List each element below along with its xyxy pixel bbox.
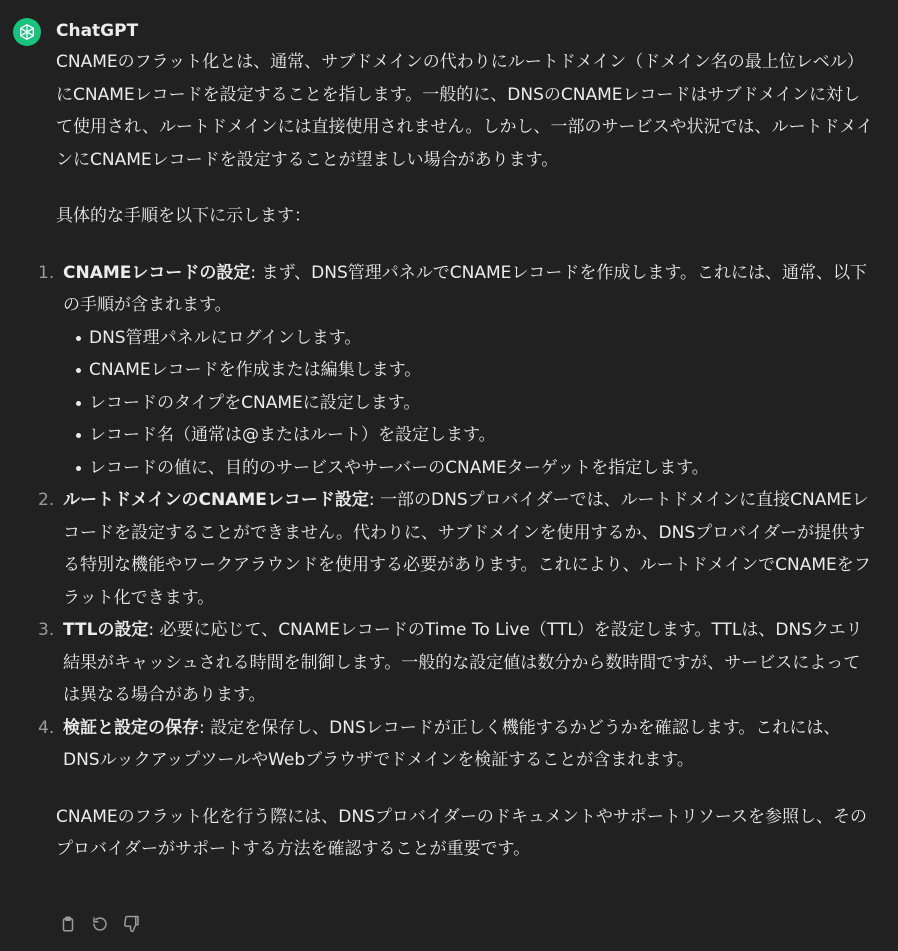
regenerate-button[interactable] xyxy=(88,912,112,936)
closing-paragraph: CNAMEのフラット化を行う際には、DNSプロバイダーのドキュメントやサポートリソースを参照し、そのプロバイダーがサポートする方法を確認することが重要です。 xyxy=(56,806,868,859)
substep-item: DNS管理パネルにログインします。 xyxy=(89,322,874,355)
step-title: 検証と設定の保存 xyxy=(63,717,199,738)
openai-logo-icon xyxy=(17,22,37,42)
step-number: 4. xyxy=(38,717,55,738)
assistant-avatar xyxy=(13,18,41,46)
substep-item: レコード名（通常は@またはルート）を設定します。 xyxy=(89,419,874,452)
step-item xyxy=(38,484,874,614)
step-number: 1. xyxy=(38,262,55,283)
substep-item: レコードのタイプをCNAMEに設定します。 xyxy=(89,387,874,420)
dislike-button[interactable] xyxy=(120,912,144,936)
substep-item: CNAMEレコードを作成または編集します。 xyxy=(89,354,874,387)
step-item xyxy=(38,614,874,712)
step-text: : 一部のDNSプロバイダーでは、ルートドメインに直接CNAMEレコードを設定することができません。代わりに、サブドメインを使用するか、DNSプロバイダーが提供する特別な機能やワークアラウンドを使用する必要があります。これにより、ルートドメインでCNAMEをフラット化できます。 xyxy=(63,490,871,608)
step-number: 2. xyxy=(38,490,55,510)
message-actions xyxy=(56,912,144,936)
regenerate-icon xyxy=(91,915,109,933)
lead-paragraph: 具体的な手順を以下に示します： xyxy=(56,206,311,226)
step-number: 3. xyxy=(38,620,55,640)
substeps-list xyxy=(63,322,874,485)
step-text: : まず、DNS管理パネルでCNAMEレコードを作成します。これには、通常、以下の手順が含まれます。 xyxy=(63,262,868,315)
step-item xyxy=(38,257,874,485)
step-text: : 設定を保存し、DNSレコードが正しく機能するかどうかを確認します。これには、DNSルックアップツールやWebブラウザでドメインを検証することが含まれます。 xyxy=(63,717,841,770)
intro-paragraph: CNAMEのフラット化とは、通常、サブドメインの代わりにルートドメイン（ドメイン名の最上位レベル）にCNAMEレコードを設定することを指します。一般的に、DNSのCNAMEレコードはサブドメインに対して使用され、ルートドメインには直接使用されません。しかし、一部のサービスや状況では、ルートドメインにCNAMEレコードを設定することが望ましい場合があります。 xyxy=(56,52,874,170)
thumbs-down-icon xyxy=(123,915,141,933)
clipboard-icon xyxy=(59,915,77,933)
step-text: : 必要に応じて、CNAMEレコードのTime To Live（TTL）を設定します。TTLは、DNSクエリ結果がキャッシュされる時間を制御します。一般的な設定値は数分から数時間ですが、サービスによっては異なる場合があります。 xyxy=(63,620,863,705)
step-item xyxy=(38,712,874,777)
substep-item: レコードの値に、目的のサービスやサーバーのCNAMEターゲットを指定します。 xyxy=(89,452,874,485)
copy-button[interactable] xyxy=(56,912,80,936)
step-title: CNAMEレコードの設定 xyxy=(63,262,251,283)
step-title: ルートドメインのCNAMEレコード設定 xyxy=(63,490,369,510)
step-title: TTLの設定 xyxy=(63,620,149,640)
steps-list xyxy=(38,257,874,777)
message-author: ChatGPT xyxy=(56,21,139,41)
message-content xyxy=(38,46,874,866)
